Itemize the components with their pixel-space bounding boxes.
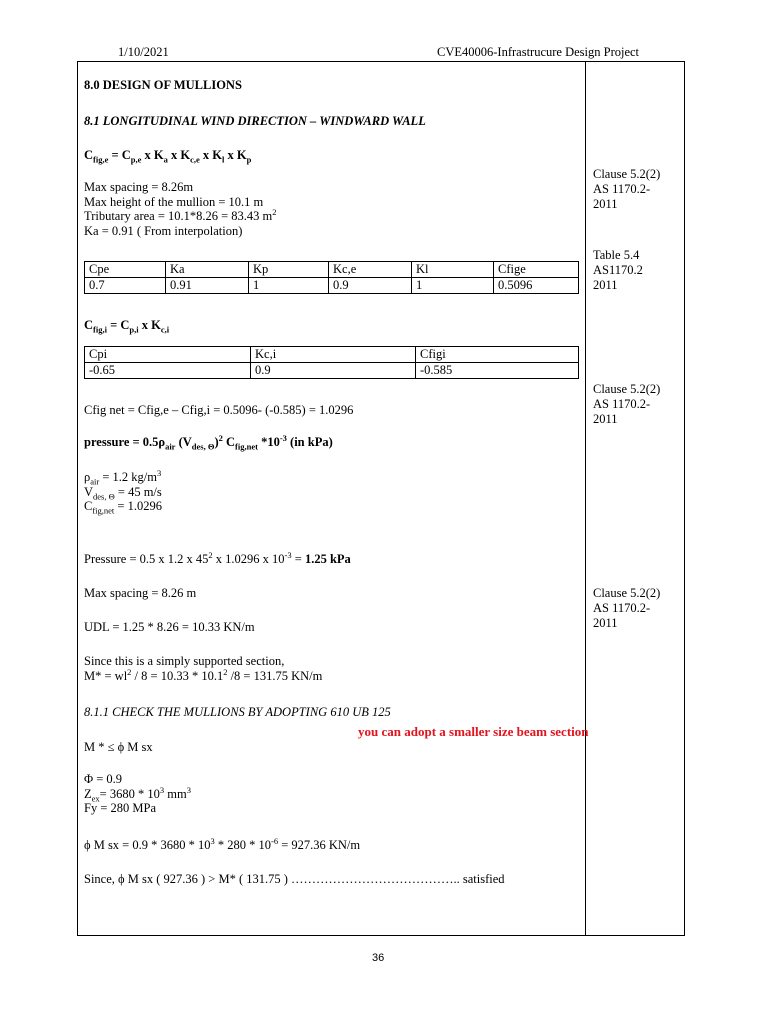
moment-block bbox=[84, 654, 322, 683]
section-properties bbox=[84, 772, 191, 816]
ka-value: Ka = 0.91 ( From interpolation) bbox=[84, 223, 243, 238]
moment-inequality: M * ≤ ϕ M sx bbox=[84, 740, 153, 754]
rho-air: $\rho_{air} = 1.2$ $kg/m^3$ bbox=[84, 467, 162, 487]
table-cell: 0.9 bbox=[329, 278, 412, 294]
max-spacing-2: Max spacing = 8.26 m bbox=[84, 586, 197, 600]
c-fig-net: $C_{fig,net} = 1.0296$ bbox=[84, 499, 162, 516]
table-header-cell: Cpe bbox=[85, 262, 166, 278]
table-cell: 0.9 bbox=[251, 363, 416, 379]
moment-capacity: ϕ M sx = $0.9 * 3680 * 10^3 * 280 * 10^{-6} = 927.36$ KN/m bbox=[84, 835, 361, 852]
table-header-cell: Kc,i bbox=[251, 347, 416, 363]
header-project-title: CVE40006-Infrastrucure Design Project bbox=[437, 45, 640, 59]
moment-calc: $M* = wl^2 / 8 = 10.33 * 10.1^2$ /8 = 131.75 KN/m bbox=[84, 666, 323, 683]
section-subtitle: 8.1 LONGITUDINAL WIND DIRECTION – WINDWARD WALL bbox=[84, 114, 426, 128]
side-ref-clause-1: Clause 5.2(2) AS 1170.2- 2011 bbox=[593, 167, 661, 211]
page-number: 36 bbox=[372, 952, 385, 964]
column-divider bbox=[585, 61, 586, 936]
phi-value: Φ = 0.9 bbox=[84, 772, 123, 786]
max-height: Max height of the mullion = 10.1 m bbox=[84, 194, 264, 209]
header-date: 1/10/2021 bbox=[118, 45, 169, 59]
table-cell: 0.7 bbox=[85, 278, 166, 294]
check-heading: 8.1.1 CHECK THE MULLIONS BY ADOPTING 610 UB 125 bbox=[84, 705, 391, 719]
udl: UDL = 1.25 * 8.26 = 10.33 KN/m bbox=[84, 620, 255, 634]
table-cell: -0.65 bbox=[85, 363, 251, 379]
params-block bbox=[84, 180, 277, 238]
table-cell: 1 bbox=[249, 278, 329, 294]
table-header-cell: Ka bbox=[166, 262, 249, 278]
pressure-formula: pressure = $0.5\rho_{air}$ $(V_{des, \Theta})^2$ $C_{fig,net}$ $*10^{-3}$ (in kPa) bbox=[84, 432, 333, 452]
side-ref-clause-3: Clause 5.2(2) AS 1170.2- 2011 bbox=[593, 586, 661, 630]
table-header-row bbox=[85, 347, 579, 363]
tributary-area: Tributary area = 10.1*8.26 = 83.43 $m^2$ bbox=[84, 206, 277, 223]
table-cell: 0.91 bbox=[166, 278, 249, 294]
section-title: 8.0 DESIGN OF MULLIONS bbox=[84, 78, 242, 92]
table-header-cell: Cfigi bbox=[416, 347, 579, 363]
table-row bbox=[85, 278, 579, 294]
pressure-result: 1.25 kPa bbox=[304, 552, 351, 566]
table-header-cell: Kp bbox=[249, 262, 329, 278]
formula-cfig-i: $C_{fig,i} = C_{p,i}$ x $K_{c,i}$ bbox=[84, 318, 170, 335]
fy-value: Fy = 280 MPa bbox=[84, 801, 156, 815]
table-internal-coefficients bbox=[84, 346, 579, 379]
check-conclusion: Since, ϕ M sx ( 927.36 ) > M* ( 131.75 ) ………………………………….. satisfied bbox=[84, 872, 505, 886]
table-cell: -0.585 bbox=[416, 363, 579, 379]
table-header-row bbox=[85, 262, 579, 278]
v-des: $V_{des, \Theta} = 45$ m/s bbox=[84, 484, 162, 501]
table-cell: 1 bbox=[412, 278, 494, 294]
table-cell: 0.5096 bbox=[494, 278, 579, 294]
table-header-cell: Kl bbox=[412, 262, 494, 278]
pressure-calc: Pressure = 0.5 x 1.2 x $45^2$ x 1.0296 x $10^{-3} = 1.25$ kPa bbox=[84, 549, 351, 566]
table-row bbox=[85, 363, 579, 379]
max-spacing: Max spacing = 8.26m bbox=[84, 180, 194, 194]
cfig-net: Cfig net = Cfig,e – Cfig,i = 0.5096- (-0.585) = 1.0296 bbox=[84, 403, 354, 417]
moment-intro: Since this is a simply supported section, bbox=[84, 654, 285, 668]
table-header-cell: Cfige bbox=[494, 262, 579, 278]
table-header-cell: Cpi bbox=[85, 347, 251, 363]
table-external-coefficients bbox=[84, 261, 579, 294]
side-ref-clause-2: Clause 5.2(2) AS 1170.2- 2011 bbox=[593, 382, 661, 426]
side-ref-table: Table 5.4 AS1170.2 2011 bbox=[593, 248, 643, 292]
reviewer-annotation: you can adopt a smaller size beam section bbox=[358, 724, 589, 739]
constants-block bbox=[84, 467, 162, 516]
table-header-cell: Kc,e bbox=[329, 262, 412, 278]
zex-value: $Z_{ex}= 3680 * 10^3$ $mm^3$ bbox=[84, 784, 191, 803]
formula-cfig-e: $C_{fig,e} = C_{p,e}$ x $K_a$ x $K_{c,e}$ x $K_l$ x $K_p$ bbox=[84, 148, 252, 165]
